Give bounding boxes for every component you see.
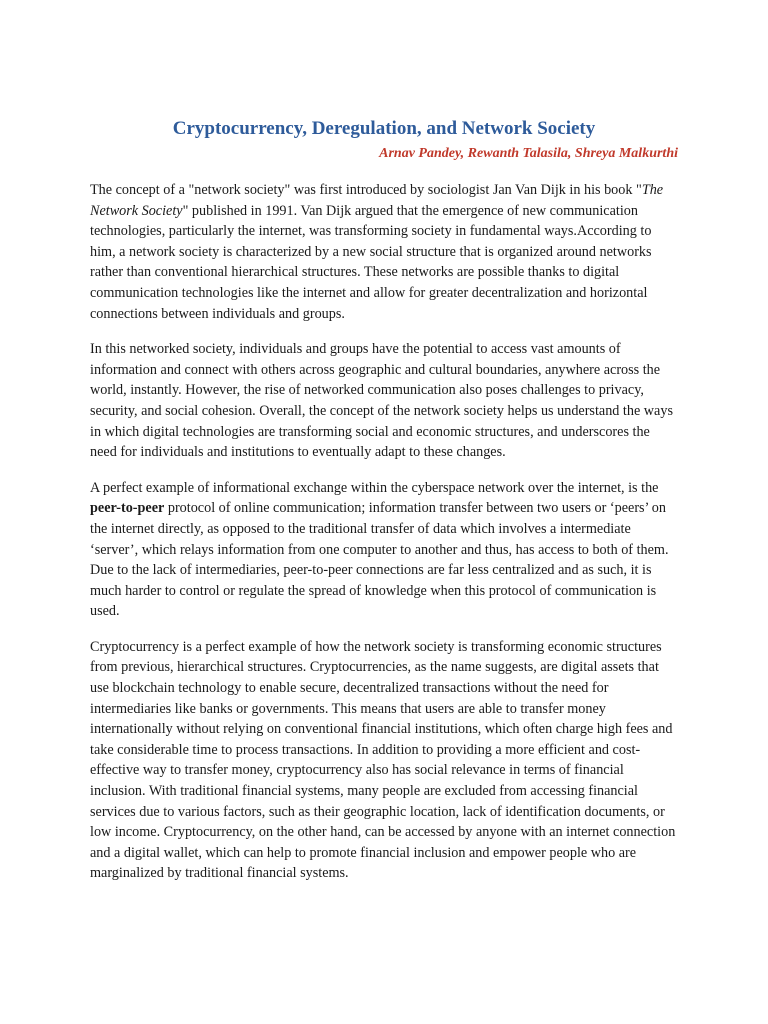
book-title: The Network Society <box>90 182 664 219</box>
paragraph-1-text-b: " published in 1991. Van Dijk argued that the emergence of new communication technologies, particularly the internet, was transforming society in fundamental ways.According to him, a network society is characterized by a new social structure that is organized around networks rather than conventional hierarchical structures. These networks are possible thanks to digital communication technologies like the internet and allow for greater decentralization and horizontal connections between individuals and groups. <box>90 202 652 322</box>
document-authors: Arnav Pandey, Rewanth Talasila, Shreya Malkurthi <box>379 146 678 161</box>
paragraph-3 <box>90 478 680 622</box>
paragraph-1-text-a: The concept of a "network society" was first introduced by sociologist Jan Van Dijk in his book " <box>90 182 642 198</box>
paragraph-4: Cryptocurrency is a perfect example of how the network society is transforming economic structures from previous, hierarchical structures. Cryptocurrencies, as the name suggests, are digital assets that use blockchain technology to enable secure, decentralized transactions without the need for intermediaries like banks or governments. This means that users are able to transfer money internationally without relying on conventional financial institutions, which often charge high fees and take considerable time to process transactions. In addition to providing a more efficient and cost-effective way to transfer money, cryptocurrency also has social relevance in terms of financial inclusion. With traditional financial systems, many people are excluded from accessing financial services due to various factors, such as their geographic location, lack of identification documents, or low income. Cryptocurrency, on the other hand, can be accessed by anyone with an internet connection and a digital wallet, which can help to promote financial inclusion and empower people who are marginalized by traditional financial systems. <box>90 638 676 882</box>
paragraph-2: In this networked society, individuals and groups have the potential to access vast amounts of information and connect with others across geographic and cultural boundaries, anywhere across the world, instantly. However, the rise of networked communication also poses challenges to privacy, security, and social cohesion. Overall, the concept of the network society helps us understand the ways in which digital technologies are transforming social and economic structures, and underscores the need for individuals and institutions to eventually adapt to these changes. <box>90 341 673 461</box>
paragraph-1 <box>90 180 680 324</box>
document-body <box>90 180 680 899</box>
peer-to-peer-term: peer-to-peer <box>90 500 165 517</box>
document-title: Cryptocurrency, Deregulation, and Network Society <box>172 118 596 139</box>
paragraph-3-text-a: A perfect example of informational exchange within the cyberspace network over the internet, is the <box>90 479 659 496</box>
paragraph-3-text-b: protocol of online communication; information transfer between two users or ‘peers’ on the internet directly, as opposed to the traditional transfer of data which involves a intermediate ‘server’, which relays information from one computer to another and thus, has access to both of them. Due to the lack of intermediaries, peer-to-peer connections are far less centralized and as such, it is much harder to control or regulate the spread of knowledge when this protocol of communication is used. <box>90 500 669 620</box>
